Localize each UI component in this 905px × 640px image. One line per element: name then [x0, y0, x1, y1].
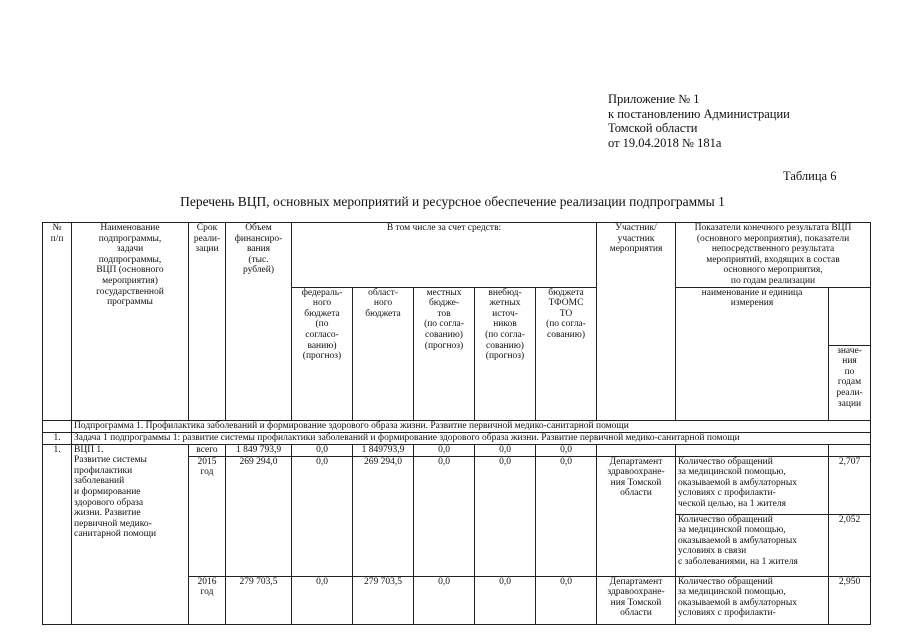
- y2015-indicator-2-value: 2,052: [829, 514, 871, 576]
- subprogram-title: Подпрограмма 1. Профилактика заболеваний и формирование здорового образа жизни. Развитие первичной медико-санитарной помощи: [72, 420, 871, 432]
- task-num: 1.: [43, 432, 72, 444]
- col-ind-value-spacer: [829, 287, 871, 345]
- task-title: Задача 1 подпрограммы 1: развитие системы профилактики заболеваний и формирование здорового образа жизни. Развитие первичной медико-санитарной помощи: [72, 432, 871, 444]
- y2016-term: 2016 год: [189, 576, 226, 624]
- program-table: [42, 222, 871, 625]
- vcp-name-cell: [72, 444, 189, 624]
- header-row-1: [43, 223, 871, 288]
- y2015-volume: 269 294,0: [226, 456, 292, 576]
- col-regional-header: област- ного бюджета: [353, 287, 414, 420]
- y2015-indicator-2-name: Количество обращений за медицинской помощью, оказываемой в амбулаторных условиях в связи с заболеваниями, на 1 жителя: [676, 514, 829, 576]
- appendix-line-1: Приложение № 1: [608, 92, 700, 106]
- y2015-participant: Департамент здравоохране- ния Томской области: [597, 456, 676, 576]
- col-federal-header: федераль- ного бюджета (по согласо- ванию) (прогноз): [292, 287, 353, 420]
- vcp-total-row: [43, 444, 871, 456]
- vcp-num: 1.: [43, 444, 72, 624]
- col-local-header: местных бюдже- тов (по согла- сованию) (прогноз): [414, 287, 475, 420]
- y2016-indicator-1-value: 2,950: [829, 576, 871, 624]
- col-ind-value-header: значе- ния по годам реали- зации: [829, 345, 871, 420]
- col-offbudget-header: внебюд- жетных источ- ников (по согла- сованию) (прогноз): [475, 287, 536, 420]
- col-term-header: Срок реали- зации: [189, 223, 226, 421]
- col-name-header: Наименование подпрограммы, задачи подпрограммы, ВЦП (основного мероприятия) государственной программы: [72, 223, 189, 421]
- y2015-federal: 0,0: [292, 456, 353, 576]
- appendix-line-3: Томской области: [608, 121, 698, 135]
- y2015-regional: 269 294,0: [353, 456, 414, 576]
- total-regional: 1 849793,9: [353, 444, 414, 456]
- y2015-term: 2015 год: [189, 456, 226, 576]
- total-tfoms: 0,0: [536, 444, 597, 456]
- col-num-header: № п/п: [43, 223, 72, 421]
- total-volume: 1 849 793,9: [226, 444, 292, 456]
- y2015-local: 0,0: [414, 456, 475, 576]
- col-participant-header: Участник/ участник мероприятия: [597, 223, 676, 421]
- y2015-indicator-1-name: Количество обращений за медицинской помощью, оказываемой в амбулаторных условиях с профилакти- ческой целью, на 1 жителя: [676, 456, 829, 514]
- y2016-federal: 0,0: [292, 576, 353, 624]
- appendix-line-2: к постановлению Администрации: [608, 106, 790, 121]
- total-participant: [597, 444, 676, 456]
- y2016-regional: 279 703,5: [353, 576, 414, 624]
- subprogram-row: [43, 420, 871, 432]
- y2015-tfoms: 0,0: [536, 456, 597, 576]
- y2016-indicator-1-name: Количество обращений за медицинской помощью, оказываемой в амбулаторных условиях с профилакти-: [676, 576, 829, 624]
- total-ind-name: [676, 444, 829, 456]
- table-label: Таблица 6: [783, 169, 837, 183]
- total-federal: 0,0: [292, 444, 353, 456]
- appendix-line-4: от 19.04.2018 № 181а: [608, 135, 722, 150]
- col-volume-header: Объем финансиро- вания (тыс. рублей): [226, 223, 292, 421]
- col-indicators-header: Показатели конечного результата ВЦП (основного мероприятия), показатели непосредственного результата мероприятий, входящих в состав основного мероприятия, по годам реализации: [676, 223, 871, 288]
- subprogram-num-cell: [43, 420, 72, 432]
- y2016-volume: 279 703,5: [226, 576, 292, 624]
- appendix-header: [608, 92, 790, 150]
- col-tfoms-header: бюджета ТФОМС ТО (по согла- сованию): [536, 287, 597, 420]
- col-incl-header: В том числе за счет средств:: [292, 223, 597, 288]
- document-title: Перечень ВЦП, основных мероприятий и ресурсное обеспечение реализации подпрограммы 1: [180, 194, 725, 209]
- y2016-offbudget: 0,0: [475, 576, 536, 624]
- vcp-name-title: ВЦП 1.: [74, 444, 104, 455]
- total-offbudget: 0,0: [475, 444, 536, 456]
- total-term: всего: [189, 444, 226, 456]
- y2016-local: 0,0: [414, 576, 475, 624]
- col-ind-name-header: наименование и единица измерения: [676, 287, 829, 420]
- total-ind-value: [829, 444, 871, 456]
- y2015-indicator-1-value: 2,707: [829, 456, 871, 514]
- task-row: [43, 432, 871, 444]
- y2016-tfoms: 0,0: [536, 576, 597, 624]
- total-local: 0,0: [414, 444, 475, 456]
- vcp-name-body: Развитие системы профилактики заболеваний и формирование здорового образа жизни. Развитие первичной медико- санитарной помощи: [74, 455, 157, 540]
- y2016-participant: Департамент здравоохране- ния Томской области: [597, 576, 676, 624]
- y2015-offbudget: 0,0: [475, 456, 536, 576]
